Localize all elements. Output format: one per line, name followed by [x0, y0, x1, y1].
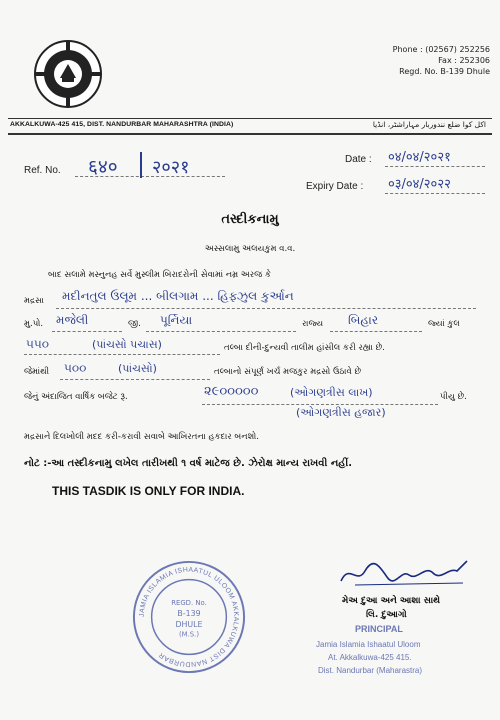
sender-text: લિ. દુઆગો	[366, 610, 407, 620]
principal-address: At. Akkalkuwa-425 415.	[328, 653, 412, 662]
institution-stamp-icon	[130, 558, 248, 676]
state-line	[330, 331, 422, 332]
date-label: Date :	[345, 154, 372, 165]
phone-text: Phone : (02567) 252256	[392, 45, 490, 54]
closing-text: મેઅ દુઆ અને આશા સાથે	[342, 596, 441, 606]
ref-year: २०२१	[152, 157, 190, 178]
state-value: બિહાર	[348, 313, 379, 327]
regd-text: Regd. No. B-139 Dhule	[399, 67, 490, 76]
village-value: મજેલી	[56, 313, 89, 327]
contact-block	[393, 44, 490, 77]
budget-words-second: (ઓગણત્રીસ હજાર)	[296, 406, 386, 419]
budget-amount: ૨૯૦૦૦૦૦	[204, 384, 259, 399]
stamp-ring-text: JAMIA ISLAMIA ISHAATUL ULOOM AKKALKUWA DIST NANDURBAR	[138, 566, 240, 668]
principal-signature-icon	[335, 555, 475, 595]
principal-title: PRINCIPAL	[355, 624, 403, 634]
budget-text: જેનું અંદાજિત વાર્ષિક બજેટ રૂ.	[24, 392, 128, 402]
district-value: પૂર્નિયા	[160, 313, 193, 327]
expiry-value: ०३/०४/२०२२	[388, 177, 451, 192]
madrasa-label: મદ્રસા	[24, 296, 44, 306]
date-value: ०४/०४/२०२१	[388, 150, 451, 165]
stamp-center-l3: DHULE	[175, 619, 203, 629]
principal-org: Jamia Islamia Ishaatul Uloom	[316, 640, 421, 649]
where-text: જ્યાં કુલ	[428, 319, 460, 329]
principal-district: Dist. Nandurbar (Maharastra)	[318, 666, 423, 675]
boarders-line	[60, 379, 210, 380]
students-line	[24, 354, 220, 355]
intro-text: બાદ સલામે મસ્નુનહ સર્વે મુસ્લીમ બિરાદરોની સેવામાં નમ્ર અરજ કે	[48, 270, 271, 280]
stamp-center-l2: B-139	[177, 609, 201, 619]
validity-note: નોટ :-આ તસ્દીકનામુ લખેલ તારીખથી ૧ વર્ષ માટેજ છે. ઝેરોક્ષ માન્ય રાખવી નહીં.	[24, 458, 353, 469]
help-text: મદ્રસાને દિલખોલી મદદ કરી-કરાવી સવાબે આખિરતના હકદાર બનશો.	[24, 432, 259, 442]
header-rule-bottom	[8, 133, 492, 135]
header-rule-top	[8, 118, 492, 119]
expiry-label: Expiry Date :	[306, 181, 364, 192]
village-line	[52, 331, 122, 332]
state-label: રાજ્ય	[302, 319, 324, 329]
date-dotted-line	[385, 166, 485, 167]
students-words: (પાંચસો પચાસ)	[92, 338, 162, 351]
document-title: તસ્દીકનામુ	[221, 212, 279, 227]
boarders-count: ૫૦૦	[64, 361, 87, 375]
india-only-note: THIS TASDIK IS ONLY FOR INDIA.	[52, 484, 245, 498]
budget-rupees: પીયુ છે.	[440, 392, 467, 402]
fax-text: Fax : 252306	[438, 56, 490, 65]
among-label: જેમાંથી	[24, 367, 50, 377]
ref-label: Ref. No.	[24, 165, 61, 176]
students-count: ૫૫૦	[26, 337, 49, 351]
ref-number: ६४०	[88, 156, 118, 178]
students-text: તલ્બા દીની-દુન્યવી તાલીમ હાંસીલ કરી રહ્યા છે.	[224, 343, 385, 353]
budget-line	[202, 404, 438, 405]
budget-words: (ઓગણત્રીસ લાખ)	[290, 386, 373, 399]
urdu-address-text: اکل کوا ضلع نندوربار مہاراشٹر، انڈیا	[372, 120, 486, 129]
boarders-text: તલ્બાનો સંપૂર્ણ ખર્ચ મજકુર મદ્રસો ઉઠાવે છે	[214, 367, 362, 377]
madrasa-line	[56, 308, 476, 309]
stamp-center-l1: REGD. No.	[171, 599, 207, 608]
boarders-words: (પાંચસો)	[118, 362, 157, 375]
institution-logo-icon	[32, 38, 104, 110]
expiry-dotted-line	[385, 193, 485, 194]
district-line	[146, 331, 296, 332]
district-label: જી.	[128, 319, 141, 329]
post-label: મુ.પો.	[24, 319, 44, 329]
madrasa-name: મદીનતુલ ઉલૂમ ... બીલગામ ... હિફ્ઝુલ કુર્આન	[62, 289, 294, 303]
address-text: AKKALKUWA-425 415, DIST. NANDURBAR MAHARASHTRA (INDIA)	[10, 121, 234, 128]
salutation-text: અસ્સલામુ અલયકુમ વ.વ.	[204, 244, 296, 254]
ref-separator	[140, 152, 142, 178]
stamp-center-l4: (M.S.)	[178, 630, 200, 639]
